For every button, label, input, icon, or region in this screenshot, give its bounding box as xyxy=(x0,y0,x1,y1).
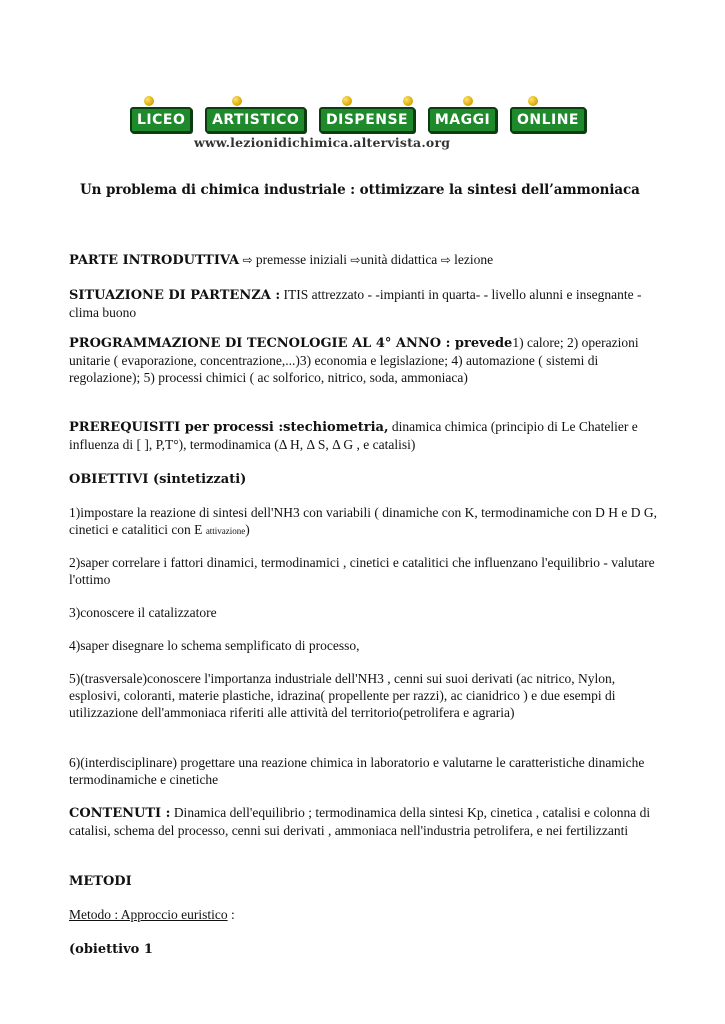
obiettivo-1 xyxy=(69,504,659,540)
logo-word: DISPENSE xyxy=(319,107,415,133)
metodi-heading-text: METODI xyxy=(69,874,132,889)
prerequisiti-text: dinamica chimica (principio di Le Chatelier e influenza di [ ], P,T°), termodinamica (Δ H, Δ S, Δ G , e catalisi) xyxy=(69,419,638,452)
parte-step: unità didattica xyxy=(360,252,438,267)
logo-word: MAGGI xyxy=(428,107,497,133)
site-logo xyxy=(130,96,586,138)
right-outline-arrow-icon: ⇨ xyxy=(350,253,361,267)
obiettivo-2: 2)saper correlare i fattori dinamici, termodinamici , cinetici e catalitici che influenzano l'equilibrio - valutare l'ottimo xyxy=(69,555,655,587)
logo-dot-icon xyxy=(232,96,242,106)
parte-step: premesse iniziali xyxy=(255,252,348,267)
programmazione-text: 1) calore; 2) operazioni unitarie ( evaporazione, concentrazione,...)3) economia e legislazione; 4) automazione ( sistemi di regolazione); 5) processi chimici ( ac solforico, nitrico, soda, ammoniaca) xyxy=(69,335,639,385)
logo-dot-icon xyxy=(528,96,538,106)
logo-dot-icon xyxy=(144,96,154,106)
site-url: www.lezionidichimica.altervista.org xyxy=(194,135,451,150)
obiettivi-heading xyxy=(69,470,659,488)
situazione-text: ITIS attrezzato - -impianti in quarta- - livello alunni e insegnante - clima buono xyxy=(69,287,642,320)
obiettivi-heading-text: OBIETTIVI (sintetizzati) xyxy=(69,472,247,487)
metodo-suffix: : xyxy=(227,907,235,922)
obiettivo-1-end: ) xyxy=(245,522,250,537)
right-outline-arrow-icon: ⇨ xyxy=(440,253,451,267)
programmazione-label: PROGRAMMAZIONE DI TECNOLOGIE AL 4° ANNO : prevede xyxy=(69,336,513,351)
obiettivo-3: 3)conoscere il catalizzatore xyxy=(69,605,217,620)
situazione-label: SITUAZIONE DI PARTENZA : xyxy=(69,288,281,303)
contenuti-label: CONTENUTI : xyxy=(69,806,171,821)
obiettivo-1-text: 1)impostare la reazione di sintesi dell'NH3 con variabili ( dinamiche con K, termodinamiche con D H e D G, cinetici e catalitici con E xyxy=(69,505,658,537)
logo-banner xyxy=(130,106,586,134)
logo-dot-icon xyxy=(342,96,352,106)
logo-word: ARTISTICO xyxy=(205,107,306,133)
metodo-label: Metodo : Approccio euristico xyxy=(69,907,228,922)
logo-dot-icon xyxy=(403,96,413,106)
obiettivo-4: 4)saper disegnare lo schema semplificato di processo, xyxy=(69,638,360,653)
obiettivo-6: 6)(interdisciplinare) progettare una reazione chimica in laboratorio e valutarne le caratteristiche dinamiche termodinamiche e cinetiche xyxy=(69,755,645,787)
metodo-line xyxy=(69,906,659,923)
situazione-paragraph xyxy=(69,286,659,321)
document-title: Un problema di chimica industriale : ottimizzare la sintesi dell’ammoniaca xyxy=(80,182,640,198)
obiettivo-1-subscript: attivazione xyxy=(205,526,246,536)
logo-dot-icon xyxy=(463,96,473,106)
prerequisiti-label: PREREQUISITI per processi :stechiometria, xyxy=(69,420,389,435)
contenuti-paragraph xyxy=(69,804,659,839)
parte-introduttiva xyxy=(69,251,659,269)
logo-word: ONLINE xyxy=(510,107,586,133)
obiettivo-5: 5)(trasversale)conoscere l'importanza industriale dell'NH3 , cenni sui suoi derivati (ac nitrico, Nylon, esplosivi, coloranti, materie plastiche, idrazina( propellente per razzi), ac cianidrico ) e due esempi di utilizzazione dell'ammoniaca riferiti alle attività del territorio(petrolifera e agraria) xyxy=(69,671,616,720)
contenuti-text: Dinamica dell'equilibrio ; termodinamica della sintesi Kp, cinetica , catalisi e colonna di catalisi, schema del processo, cenni sui derivati , ammoniaca nell'industria petrolifera, e nei fertilizzanti xyxy=(69,805,651,838)
obiettivo-1-heading-text: (obiettivo 1 xyxy=(69,942,153,957)
obiettivo-1-heading xyxy=(69,940,659,958)
logo-word: LICEO xyxy=(130,107,192,133)
parte-label: PARTE INTRODUTTIVA xyxy=(69,253,240,268)
programmazione-paragraph xyxy=(69,334,659,386)
metodi-heading xyxy=(69,872,659,890)
prerequisiti-paragraph xyxy=(69,418,659,453)
parte-step: lezione xyxy=(454,252,494,267)
right-outline-arrow-icon: ⇨ xyxy=(242,253,253,267)
